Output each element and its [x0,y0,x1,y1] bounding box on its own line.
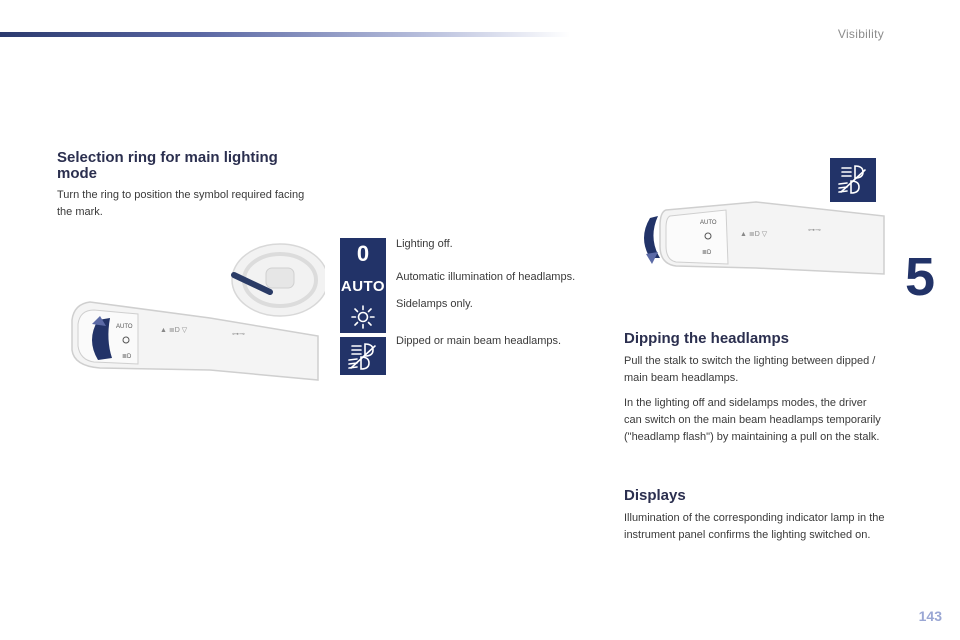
dipping-heading: Dipping the headlamps [624,330,790,347]
displays-paragraph: Illumination of the corresponding indicator lamp in the instrument panel confirms the lighting switched on. [624,512,885,541]
page-number: 143 [918,608,942,624]
chapter-number: 5 [905,247,936,307]
stalk-pull-illustration [636,196,888,280]
dipped-main-beam-label: Dipped or main beam headlamps. [396,335,562,347]
auto-lighting-icon [340,270,386,302]
header-color-bar [0,32,570,37]
svg-text:⊶⊸: ⊶⊸ [232,331,245,338]
dipping-paragraph-1: Pull the stalk to switch the lighting between dipped / main beam headlamps. [624,355,876,384]
selection-ring-heading: Selection ring for main lighting mode [57,149,278,182]
auto-lighting-label: Automatic illumination of headlamps. [396,271,576,283]
displays-heading: Displays [624,487,686,504]
svg-text:≣D: ≣D [702,250,712,256]
dipping-paragraph-2: In the lighting off and sidelamps modes, the driver can switch on the main beam headlamps temporarily ("headlamp flash") by maintaining a pull on the stalk. [624,397,881,443]
section-title: Visibility [837,27,884,41]
selection-ring-intro: Turn the ring to position the symbol required facing the mark. [57,189,305,218]
sidelamps-icon [340,301,386,333]
auto-lighting-symbol: AUTO [340,277,386,295]
lighting-off-label: Lighting off. [396,238,453,250]
sidelamps-label: Sidelamps only. [396,298,473,310]
svg-text:≣D: ≣D [122,354,132,360]
lighting-off-symbol: 0 [356,241,370,266]
steering-wheel-thumbnail [232,244,325,316]
dipped-main-beam-icon [340,337,386,375]
svg-text:⊶⊸: ⊶⊸ [808,227,821,234]
svg-text:▲ ≣D ▽: ▲ ≣D ▽ [160,327,188,334]
stalk-selection-ring-illustration [60,240,325,385]
lighting-off-icon [340,238,386,270]
svg-text:▲ ≣D ▽: ▲ ≣D ▽ [740,231,768,238]
svg-text:AUTO: AUTO [700,220,717,226]
svg-text:AUTO: AUTO [116,324,133,330]
